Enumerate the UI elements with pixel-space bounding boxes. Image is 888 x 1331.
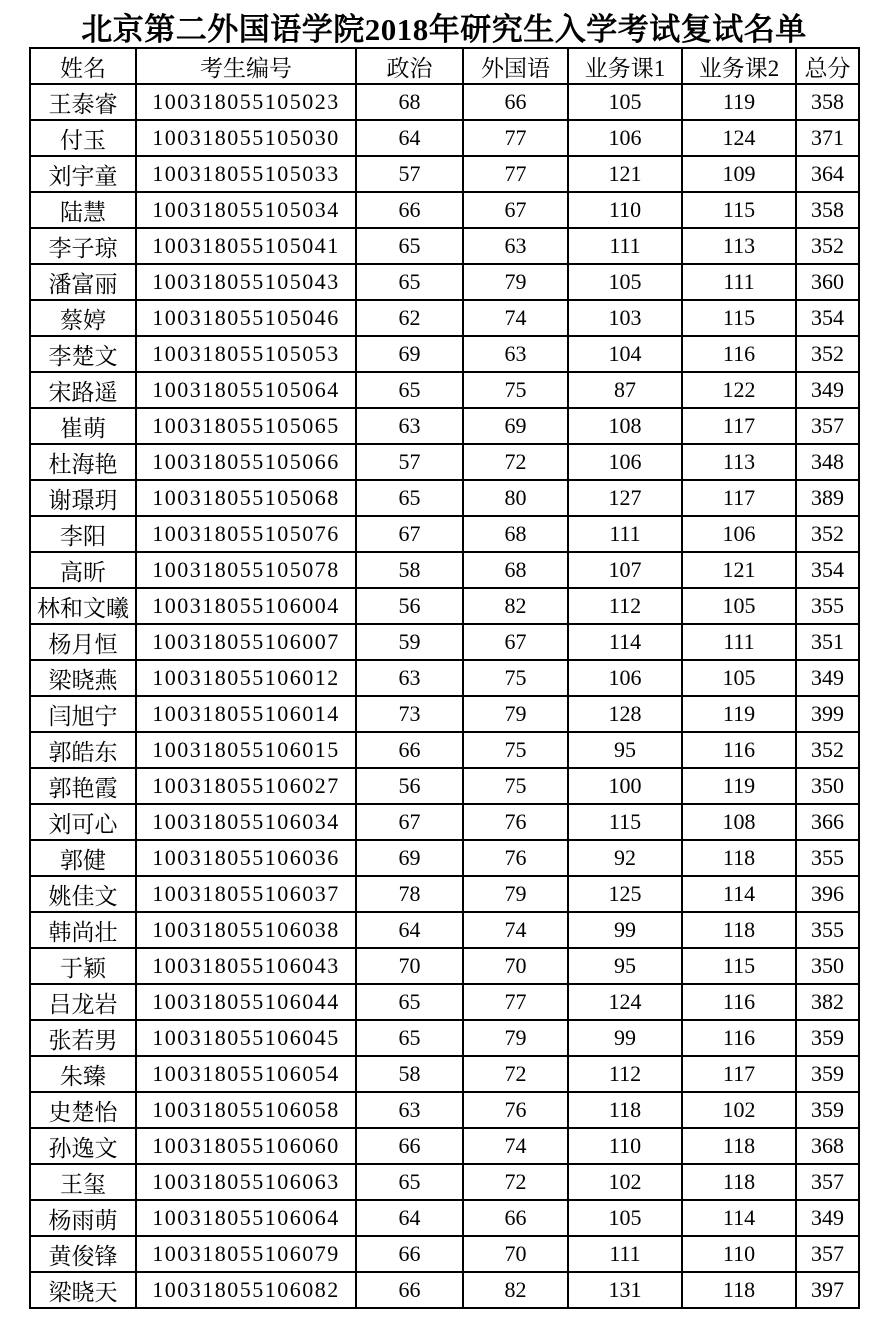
name-cell: 姚佳文 xyxy=(30,876,136,912)
name-cell: 杨雨萌 xyxy=(30,1200,136,1236)
name-cell: 潘富丽 xyxy=(30,264,136,300)
foreign-language-score-cell: 63 xyxy=(463,228,568,264)
name-cell: 郭皓东 xyxy=(30,732,136,768)
table-row xyxy=(30,660,859,696)
foreign-language-score-cell: 76 xyxy=(463,804,568,840)
name-cell: 孙逸文 xyxy=(30,1128,136,1164)
foreign-language-score-cell: 77 xyxy=(463,120,568,156)
politics-score-cell: 57 xyxy=(356,444,463,480)
name-cell: 韩尚壮 xyxy=(30,912,136,948)
foreign-language-score-cell: 70 xyxy=(463,1236,568,1272)
name-cell: 吕龙岩 xyxy=(30,984,136,1020)
politics-score-cell: 63 xyxy=(356,408,463,444)
course1-score-cell: 110 xyxy=(568,1128,682,1164)
politics-score-cell: 66 xyxy=(356,1236,463,1272)
course2-score-cell: 105 xyxy=(682,660,796,696)
foreign-language-score-cell: 75 xyxy=(463,660,568,696)
politics-score-cell: 58 xyxy=(356,552,463,588)
name-cell: 李楚文 xyxy=(30,336,136,372)
foreign-language-score-cell: 72 xyxy=(463,444,568,480)
course2-score-cell: 118 xyxy=(682,1272,796,1308)
course2-score-cell: 114 xyxy=(682,1200,796,1236)
course2-score-cell: 119 xyxy=(682,768,796,804)
candidate-id-cell: 100318055106034 xyxy=(136,804,356,840)
table-row xyxy=(30,1128,859,1164)
name-cell: 杨月恒 xyxy=(30,624,136,660)
politics-score-cell: 66 xyxy=(356,732,463,768)
table-row xyxy=(30,228,859,264)
name-cell: 郭艳霞 xyxy=(30,768,136,804)
foreign-language-score-cell: 66 xyxy=(463,84,568,120)
total-score-cell: 350 xyxy=(796,768,859,804)
course1-score-cell: 115 xyxy=(568,804,682,840)
course2-score-cell: 117 xyxy=(682,408,796,444)
foreign-language-score-cell: 77 xyxy=(463,984,568,1020)
candidate-id-cell: 100318055105068 xyxy=(136,480,356,516)
name-cell: 刘宇童 xyxy=(30,156,136,192)
column-header-7: 总分 xyxy=(796,48,859,84)
name-cell: 郭健 xyxy=(30,840,136,876)
column-header-4: 外国语 xyxy=(463,48,568,84)
candidate-id-cell: 100318055105053 xyxy=(136,336,356,372)
name-cell: 蔡婷 xyxy=(30,300,136,336)
course2-score-cell: 111 xyxy=(682,624,796,660)
name-cell: 黄俊锋 xyxy=(30,1236,136,1272)
table-row xyxy=(30,624,859,660)
course2-score-cell: 111 xyxy=(682,264,796,300)
candidate-id-cell: 100318055105033 xyxy=(136,156,356,192)
politics-score-cell: 56 xyxy=(356,588,463,624)
politics-score-cell: 63 xyxy=(356,660,463,696)
name-cell: 梁晓天 xyxy=(30,1272,136,1308)
politics-score-cell: 64 xyxy=(356,1200,463,1236)
table-row xyxy=(30,444,859,480)
course2-score-cell: 121 xyxy=(682,552,796,588)
total-score-cell: 358 xyxy=(796,192,859,228)
column-header-1: 姓名 xyxy=(30,48,136,84)
course1-score-cell: 131 xyxy=(568,1272,682,1308)
table-row xyxy=(30,912,859,948)
total-score-cell: 349 xyxy=(796,372,859,408)
table-row xyxy=(30,192,859,228)
table-row xyxy=(30,84,859,120)
foreign-language-score-cell: 70 xyxy=(463,948,568,984)
name-cell: 王泰睿 xyxy=(30,84,136,120)
politics-score-cell: 56 xyxy=(356,768,463,804)
politics-score-cell: 70 xyxy=(356,948,463,984)
name-cell: 谢璟玥 xyxy=(30,480,136,516)
foreign-language-score-cell: 79 xyxy=(463,696,568,732)
total-score-cell: 357 xyxy=(796,408,859,444)
candidate-id-cell: 100318055106064 xyxy=(136,1200,356,1236)
course1-score-cell: 127 xyxy=(568,480,682,516)
course2-score-cell: 105 xyxy=(682,588,796,624)
foreign-language-score-cell: 67 xyxy=(463,192,568,228)
candidate-id-cell: 100318055106045 xyxy=(136,1020,356,1056)
candidate-id-cell: 100318055106060 xyxy=(136,1128,356,1164)
name-cell: 于颖 xyxy=(30,948,136,984)
table-row xyxy=(30,696,859,732)
candidate-id-cell: 100318055106054 xyxy=(136,1056,356,1092)
total-score-cell: 354 xyxy=(796,300,859,336)
total-score-cell: 349 xyxy=(796,1200,859,1236)
politics-score-cell: 65 xyxy=(356,372,463,408)
total-score-cell: 355 xyxy=(796,588,859,624)
candidate-id-cell: 100318055105065 xyxy=(136,408,356,444)
course1-score-cell: 112 xyxy=(568,588,682,624)
page-title: 北京第二外国语学院2018年研究生入学考试复试名单 xyxy=(81,12,807,47)
candidate-id-cell: 100318055105064 xyxy=(136,372,356,408)
course1-score-cell: 124 xyxy=(568,984,682,1020)
name-cell: 闫旭宁 xyxy=(30,696,136,732)
course1-score-cell: 102 xyxy=(568,1164,682,1200)
course2-score-cell: 119 xyxy=(682,696,796,732)
politics-score-cell: 66 xyxy=(356,1272,463,1308)
politics-score-cell: 57 xyxy=(356,156,463,192)
course2-score-cell: 115 xyxy=(682,192,796,228)
table-row xyxy=(30,336,859,372)
course2-score-cell: 116 xyxy=(682,336,796,372)
total-score-cell: 364 xyxy=(796,156,859,192)
table-row xyxy=(30,408,859,444)
course2-score-cell: 118 xyxy=(682,1164,796,1200)
column-header-6: 业务课2 xyxy=(682,48,796,84)
name-cell: 王玺 xyxy=(30,1164,136,1200)
table-row xyxy=(30,768,859,804)
name-cell: 林和文曦 xyxy=(30,588,136,624)
total-score-cell: 354 xyxy=(796,552,859,588)
total-score-cell: 366 xyxy=(796,804,859,840)
course1-score-cell: 106 xyxy=(568,120,682,156)
name-cell: 付玉 xyxy=(30,120,136,156)
course1-score-cell: 95 xyxy=(568,732,682,768)
table-row xyxy=(30,300,859,336)
course2-score-cell: 117 xyxy=(682,480,796,516)
candidate-id-cell: 100318055105066 xyxy=(136,444,356,480)
course2-score-cell: 114 xyxy=(682,876,796,912)
total-score-cell: 397 xyxy=(796,1272,859,1308)
course1-score-cell: 103 xyxy=(568,300,682,336)
politics-score-cell: 64 xyxy=(356,912,463,948)
total-score-cell: 352 xyxy=(796,732,859,768)
course1-score-cell: 105 xyxy=(568,84,682,120)
foreign-language-score-cell: 76 xyxy=(463,840,568,876)
name-cell: 杜海艳 xyxy=(30,444,136,480)
name-cell: 高昕 xyxy=(30,552,136,588)
politics-score-cell: 65 xyxy=(356,228,463,264)
table-row xyxy=(30,984,859,1020)
course2-score-cell: 119 xyxy=(682,84,796,120)
table-row xyxy=(30,1200,859,1236)
candidate-id-cell: 100318055106037 xyxy=(136,876,356,912)
foreign-language-score-cell: 68 xyxy=(463,516,568,552)
table-row xyxy=(30,1164,859,1200)
table-row xyxy=(30,156,859,192)
politics-score-cell: 62 xyxy=(356,300,463,336)
candidate-id-cell: 100318055106082 xyxy=(136,1272,356,1308)
candidate-id-cell: 100318055105041 xyxy=(136,228,356,264)
course2-score-cell: 109 xyxy=(682,156,796,192)
header-row xyxy=(30,48,859,84)
course2-score-cell: 116 xyxy=(682,1020,796,1056)
table-row xyxy=(30,1236,859,1272)
politics-score-cell: 67 xyxy=(356,516,463,552)
table-body xyxy=(30,84,859,1308)
candidate-id-cell: 100318055106044 xyxy=(136,984,356,1020)
course2-score-cell: 113 xyxy=(682,228,796,264)
foreign-language-score-cell: 82 xyxy=(463,1272,568,1308)
course1-score-cell: 107 xyxy=(568,552,682,588)
foreign-language-score-cell: 66 xyxy=(463,1200,568,1236)
course1-score-cell: 99 xyxy=(568,1020,682,1056)
candidate-id-cell: 100318055106015 xyxy=(136,732,356,768)
table-row xyxy=(30,1056,859,1092)
course1-score-cell: 128 xyxy=(568,696,682,732)
politics-score-cell: 78 xyxy=(356,876,463,912)
name-cell: 陆慧 xyxy=(30,192,136,228)
politics-score-cell: 73 xyxy=(356,696,463,732)
name-cell: 梁晓燕 xyxy=(30,660,136,696)
course1-score-cell: 99 xyxy=(568,912,682,948)
course2-score-cell: 116 xyxy=(682,732,796,768)
candidate-id-cell: 100318055106063 xyxy=(136,1164,356,1200)
foreign-language-score-cell: 77 xyxy=(463,156,568,192)
course1-score-cell: 121 xyxy=(568,156,682,192)
foreign-language-score-cell: 63 xyxy=(463,336,568,372)
course2-score-cell: 106 xyxy=(682,516,796,552)
candidate-id-cell: 100318055106004 xyxy=(136,588,356,624)
total-score-cell: 371 xyxy=(796,120,859,156)
candidate-id-cell: 100318055105076 xyxy=(136,516,356,552)
course2-score-cell: 102 xyxy=(682,1092,796,1128)
course1-score-cell: 111 xyxy=(568,516,682,552)
candidate-id-cell: 100318055105046 xyxy=(136,300,356,336)
candidate-id-cell: 100318055106012 xyxy=(136,660,356,696)
candidate-id-cell: 100318055106014 xyxy=(136,696,356,732)
course1-score-cell: 110 xyxy=(568,192,682,228)
foreign-language-score-cell: 68 xyxy=(463,552,568,588)
total-score-cell: 396 xyxy=(796,876,859,912)
name-cell: 李阳 xyxy=(30,516,136,552)
column-header-2: 考生编号 xyxy=(136,48,356,84)
course2-score-cell: 117 xyxy=(682,1056,796,1092)
course1-score-cell: 111 xyxy=(568,228,682,264)
course2-score-cell: 110 xyxy=(682,1236,796,1272)
course2-score-cell: 115 xyxy=(682,300,796,336)
foreign-language-score-cell: 76 xyxy=(463,1092,568,1128)
politics-score-cell: 65 xyxy=(356,984,463,1020)
total-score-cell: 389 xyxy=(796,480,859,516)
total-score-cell: 349 xyxy=(796,660,859,696)
table-row xyxy=(30,552,859,588)
politics-score-cell: 66 xyxy=(356,192,463,228)
foreign-language-score-cell: 79 xyxy=(463,876,568,912)
foreign-language-score-cell: 75 xyxy=(463,768,568,804)
politics-score-cell: 63 xyxy=(356,1092,463,1128)
politics-score-cell: 69 xyxy=(356,336,463,372)
candidate-id-cell: 100318055105030 xyxy=(136,120,356,156)
total-score-cell: 357 xyxy=(796,1236,859,1272)
table-row xyxy=(30,480,859,516)
candidate-id-cell: 100318055105023 xyxy=(136,84,356,120)
course1-score-cell: 92 xyxy=(568,840,682,876)
name-cell: 朱臻 xyxy=(30,1056,136,1092)
total-score-cell: 359 xyxy=(796,1092,859,1128)
candidate-id-cell: 100318055105078 xyxy=(136,552,356,588)
course2-score-cell: 118 xyxy=(682,840,796,876)
total-score-cell: 357 xyxy=(796,1164,859,1200)
foreign-language-score-cell: 74 xyxy=(463,912,568,948)
candidate-id-cell: 100318055106058 xyxy=(136,1092,356,1128)
table-row xyxy=(30,1092,859,1128)
name-cell: 刘可心 xyxy=(30,804,136,840)
name-cell: 崔萌 xyxy=(30,408,136,444)
foreign-language-score-cell: 80 xyxy=(463,480,568,516)
total-score-cell: 352 xyxy=(796,336,859,372)
table-row xyxy=(30,1272,859,1308)
table-row xyxy=(30,948,859,984)
course2-score-cell: 113 xyxy=(682,444,796,480)
course1-score-cell: 104 xyxy=(568,336,682,372)
name-cell: 李子琼 xyxy=(30,228,136,264)
total-score-cell: 351 xyxy=(796,624,859,660)
table-row xyxy=(30,264,859,300)
course1-score-cell: 125 xyxy=(568,876,682,912)
total-score-cell: 355 xyxy=(796,840,859,876)
candidate-id-cell: 100318055106079 xyxy=(136,1236,356,1272)
course2-score-cell: 124 xyxy=(682,120,796,156)
table-row xyxy=(30,1020,859,1056)
course1-score-cell: 118 xyxy=(568,1092,682,1128)
foreign-language-score-cell: 79 xyxy=(463,1020,568,1056)
course1-score-cell: 106 xyxy=(568,444,682,480)
foreign-language-score-cell: 75 xyxy=(463,372,568,408)
total-score-cell: 359 xyxy=(796,1020,859,1056)
politics-score-cell: 66 xyxy=(356,1128,463,1164)
course2-score-cell: 116 xyxy=(682,984,796,1020)
table-row xyxy=(30,804,859,840)
table-row xyxy=(30,120,859,156)
foreign-language-score-cell: 75 xyxy=(463,732,568,768)
total-score-cell: 382 xyxy=(796,984,859,1020)
candidate-id-cell: 100318055105034 xyxy=(136,192,356,228)
candidate-id-cell: 100318055106027 xyxy=(136,768,356,804)
table-row xyxy=(30,840,859,876)
course1-score-cell: 106 xyxy=(568,660,682,696)
foreign-language-score-cell: 67 xyxy=(463,624,568,660)
total-score-cell: 360 xyxy=(796,264,859,300)
course1-score-cell: 114 xyxy=(568,624,682,660)
course2-score-cell: 108 xyxy=(682,804,796,840)
course1-score-cell: 108 xyxy=(568,408,682,444)
politics-score-cell: 65 xyxy=(356,1020,463,1056)
name-cell: 史楚怡 xyxy=(30,1092,136,1128)
course1-score-cell: 87 xyxy=(568,372,682,408)
politics-score-cell: 58 xyxy=(356,1056,463,1092)
politics-score-cell: 65 xyxy=(356,264,463,300)
foreign-language-score-cell: 74 xyxy=(463,1128,568,1164)
course2-score-cell: 115 xyxy=(682,948,796,984)
politics-score-cell: 65 xyxy=(356,1164,463,1200)
column-header-3: 政治 xyxy=(356,48,463,84)
course2-score-cell: 118 xyxy=(682,1128,796,1164)
table-row xyxy=(30,876,859,912)
foreign-language-score-cell: 72 xyxy=(463,1056,568,1092)
politics-score-cell: 64 xyxy=(356,120,463,156)
foreign-language-score-cell: 79 xyxy=(463,264,568,300)
politics-score-cell: 65 xyxy=(356,480,463,516)
candidate-id-cell: 100318055106043 xyxy=(136,948,356,984)
course2-score-cell: 122 xyxy=(682,372,796,408)
candidate-id-cell: 100318055105043 xyxy=(136,264,356,300)
course1-score-cell: 112 xyxy=(568,1056,682,1092)
course1-score-cell: 111 xyxy=(568,1236,682,1272)
foreign-language-score-cell: 72 xyxy=(463,1164,568,1200)
total-score-cell: 399 xyxy=(796,696,859,732)
politics-score-cell: 69 xyxy=(356,840,463,876)
candidate-id-cell: 100318055106036 xyxy=(136,840,356,876)
course2-score-cell: 118 xyxy=(682,912,796,948)
politics-score-cell: 67 xyxy=(356,804,463,840)
foreign-language-score-cell: 69 xyxy=(463,408,568,444)
table-row xyxy=(30,372,859,408)
foreign-language-score-cell: 74 xyxy=(463,300,568,336)
total-score-cell: 359 xyxy=(796,1056,859,1092)
table-row xyxy=(30,588,859,624)
total-score-cell: 348 xyxy=(796,444,859,480)
course1-score-cell: 105 xyxy=(568,1200,682,1236)
name-cell: 宋路遥 xyxy=(30,372,136,408)
total-score-cell: 355 xyxy=(796,912,859,948)
course1-score-cell: 100 xyxy=(568,768,682,804)
total-score-cell: 368 xyxy=(796,1128,859,1164)
name-cell: 张若男 xyxy=(30,1020,136,1056)
candidate-id-cell: 100318055106007 xyxy=(136,624,356,660)
total-score-cell: 358 xyxy=(796,84,859,120)
politics-score-cell: 68 xyxy=(356,84,463,120)
total-score-cell: 350 xyxy=(796,948,859,984)
course1-score-cell: 105 xyxy=(568,264,682,300)
admission-score-table xyxy=(29,47,860,1309)
total-score-cell: 352 xyxy=(796,228,859,264)
foreign-language-score-cell: 82 xyxy=(463,588,568,624)
course1-score-cell: 95 xyxy=(568,948,682,984)
politics-score-cell: 59 xyxy=(356,624,463,660)
column-header-5: 业务课1 xyxy=(568,48,682,84)
total-score-cell: 352 xyxy=(796,516,859,552)
table-row xyxy=(30,516,859,552)
candidate-id-cell: 100318055106038 xyxy=(136,912,356,948)
table-row xyxy=(30,732,859,768)
